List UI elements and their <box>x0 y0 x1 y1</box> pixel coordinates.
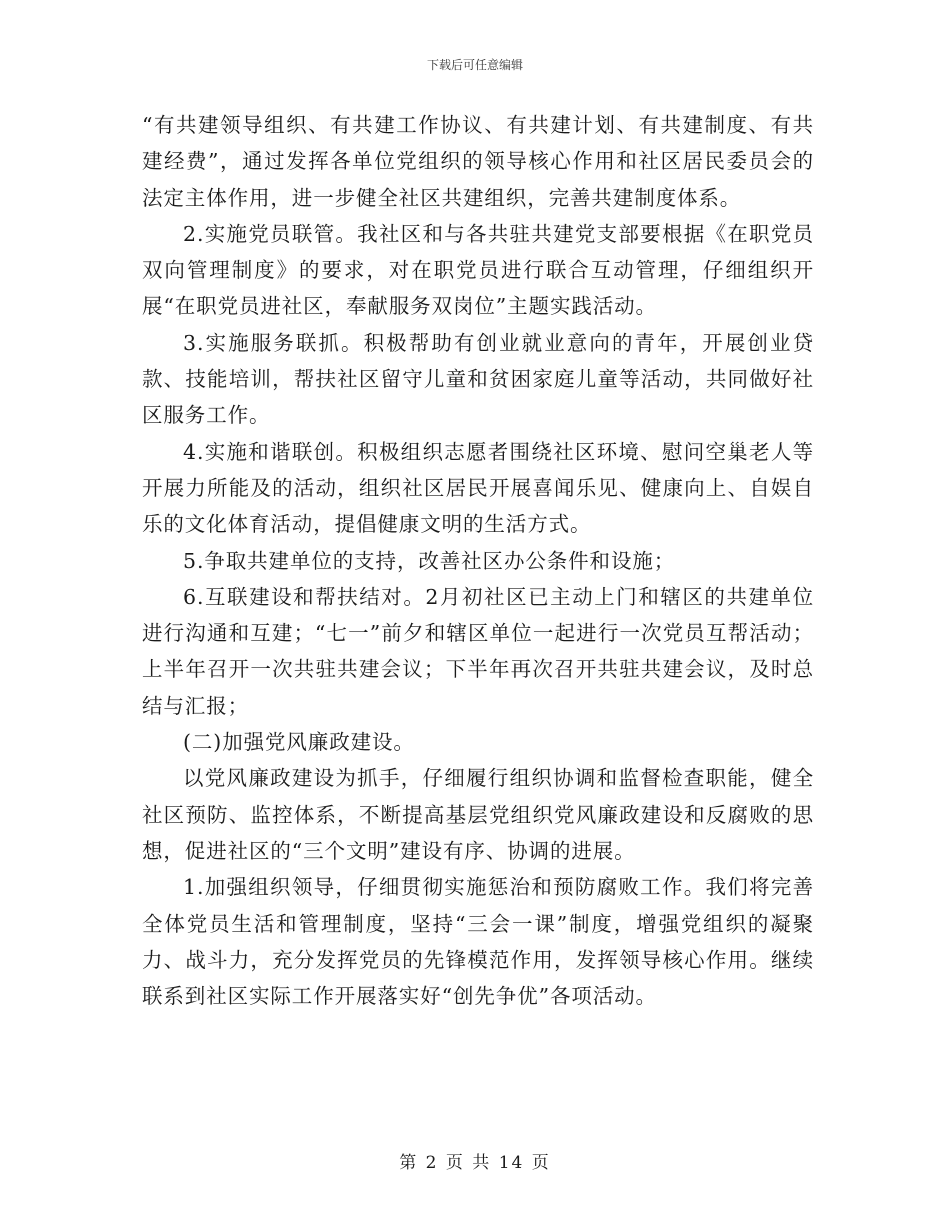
paragraph: 以党风廉政建设为抓手，仔细履行组织协调和监督检查职能，健全社区预防、监控体系，不断提高基层党组织党风廉政建设和反腐败的思想，促进社区的“三个文明”建设有序、协调的进展。 <box>142 766 814 863</box>
paragraph: “有共建领导组织、有共建工作协议、有共建计划、有共建制度、有共建经费”，通过发挥各单位党组织的领导核心作用和社区居民委员会的法定主体作用，进一步健全社区共建组织，完善共建制度体系。 <box>142 113 814 210</box>
paragraph: 3.实施服务联抓。积极帮助有创业就业意向的青年，开展创业贷款、技能培训，帮扶社区留守儿童和贫困家庭儿童等活动，共同做好社区服务工作。 <box>142 330 814 428</box>
paragraph: 2.实施党员联管。我社区和与各共驻共建党支部要根据《在职党员双向管理制度》的要求，对在职党员进行联合互动管理，仔细组织开展“在职党员进社区，奉献服务双岗位”主题实践活动。 <box>142 221 814 319</box>
page-header: 下载后可任意编辑 <box>426 58 523 72</box>
paragraph: 1.加强组织领导，仔细贯彻实施惩治和预防腐败工作。我们将完善全体党员生活和管理制度，坚持“三会一课”制度，增强党组织的凝聚力、战斗力，充分发挥党员的先锋模范作用，发挥领导核心作用。继续联系到社区实际工作开展落实好“创先争优”各项活动。 <box>142 875 814 1009</box>
paragraph: 4.实施和谐联创。积极组织志愿者围绕社区环境、慰问空巢老人等开展力所能及的活动，组织社区居民开展喜闻乐见、健康向上、自娱自乐的文化体育活动，提倡健康文明的生活方式。 <box>142 439 814 537</box>
paragraph: 5.争取共建单位的支持，改善社区办公条件和设施； <box>183 548 676 573</box>
paragraph: 6.互联建设和帮扶结对。2月初社区已主动上门和辖区的共建单位进行沟通和互建；“七一”前夕和辖区单位一起进行一次党员互帮活动；上半年召开一次共驻共建会议；下半年再次召开共驻共建会议，及时总结与汇报； <box>142 584 814 718</box>
page-number: 第 2 页 共 14 页 <box>399 1153 551 1173</box>
section-heading: (二)加强党风廉政建设。 <box>183 730 415 755</box>
document-body <box>142 107 814 1014</box>
